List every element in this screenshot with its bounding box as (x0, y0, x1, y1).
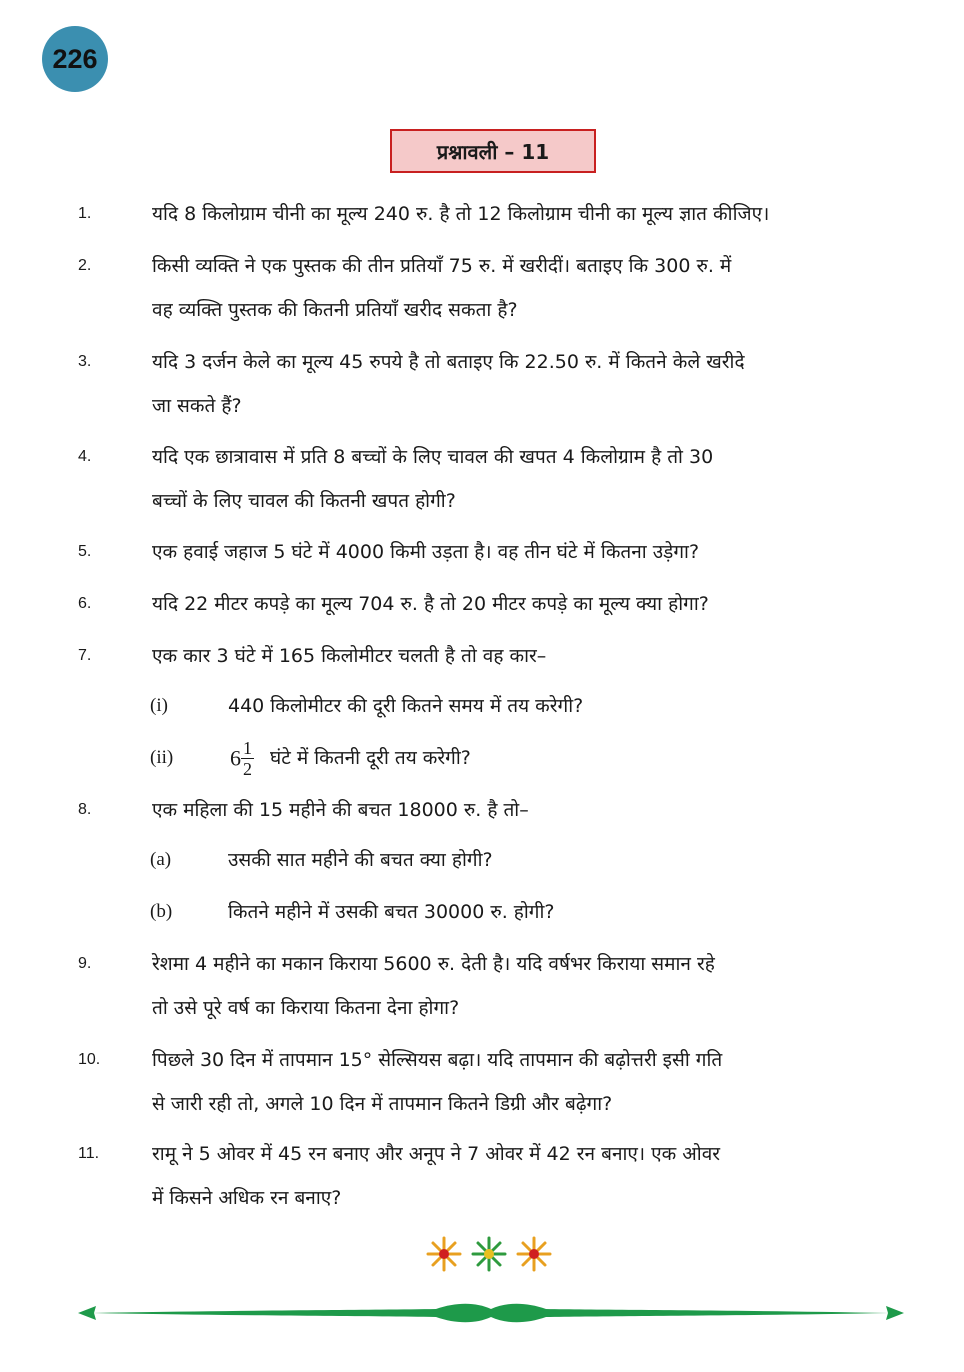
question-line: तो उसे पूरे वर्ष का किराया कितना देना होगा? (152, 997, 460, 1019)
question-line: यदि 3 दर्जन केले का मूल्य 45 रुपये है तो बताइए कि 22.50 रु. में कितने केले खरीदे (152, 351, 745, 373)
question-line: एक महिला की 15 महीने की बचत 18000 रु. है तो– (152, 799, 529, 821)
question-number: 9. (78, 955, 92, 972)
flower-ornament-icon (424, 1234, 554, 1274)
question-number: 6. (78, 595, 92, 612)
question-8 (78, 788, 918, 832)
subquestion-marker: (b) (150, 901, 173, 922)
question-2 (78, 244, 918, 332)
subquestion-7-i (150, 686, 910, 726)
subquestion-marker: (i) (150, 695, 168, 716)
question-1 (78, 192, 918, 236)
question-4 (78, 435, 918, 523)
question-number: 8. (78, 801, 92, 818)
subquestion-text: कितने महीने में उसकी बचत 30000 रु. होगी? (228, 901, 555, 923)
question-9 (78, 942, 918, 1030)
question-6 (78, 582, 918, 626)
question-number: 1. (78, 205, 92, 222)
subquestion-7-ii (150, 738, 910, 779)
question-number: 11. (78, 1145, 100, 1162)
question-line: बच्चों के लिए चावल की कितनी खपत होगी? (152, 490, 456, 512)
subquestion-8-b (150, 892, 910, 932)
question-line: पिछले 30 दिन में तापमान 15° सेल्सियस बढ़ा। यदि तापमान की बढ़ोत्तरी इसी गति (152, 1049, 723, 1071)
orange-star-icon (428, 1238, 460, 1270)
question-7 (78, 634, 918, 678)
question-11 (78, 1132, 918, 1220)
question-line: वह व्यक्ति पुस्तक की कितनी प्रतियाँ खरीद सकता है? (152, 299, 518, 321)
page-number-badge: 226 (42, 26, 108, 92)
fraction-numerator: 1 (243, 738, 252, 758)
green-divider-line (76, 1298, 906, 1328)
question-number: 4. (78, 448, 92, 465)
question-line: यदि एक छात्रावास में प्रति 8 बच्चों के लिए चावल की खपत 4 किलोग्राम है तो 30 (152, 446, 714, 468)
subquestion-text: 440 किलोमीटर की दूरी कितने समय में तय करेगी? (228, 695, 584, 717)
question-number: 7. (78, 647, 92, 664)
question-line: किसी व्यक्ति ने एक पुस्तक की तीन प्रतियाँ 75 रु. में खरीदीं। बताइए कि 300 रु. में (152, 255, 732, 277)
question-number: 5. (78, 543, 92, 560)
question-number: 2. (78, 257, 92, 274)
subquestion-text: उसकी सात महीने की बचत क्या होगी? (228, 849, 493, 871)
question-line: में किसने अधिक रन बनाए? (152, 1187, 342, 1209)
fraction-denominator: 2 (243, 759, 252, 779)
subquestion-marker: (a) (150, 849, 172, 870)
question-10 (78, 1038, 918, 1126)
question-3 (78, 340, 918, 428)
question-line: यदि 22 मीटर कपड़े का मूल्य 704 रु. है तो 20 मीटर कपड़े का मूल्य क्या होगा? (152, 593, 709, 615)
question-5 (78, 530, 918, 574)
subquestion-marker: (ii) (150, 747, 174, 768)
subquestion-text: घंटे में कितनी दूरी तय करेगी? (270, 747, 471, 769)
question-line: जा सकते हैं? (152, 395, 242, 417)
orange-star-icon (518, 1238, 550, 1270)
question-line: एक हवाई जहाज 5 घंटे में 4000 किमी उड़ता है। वह तीन घंटे में कितना उड़ेगा? (152, 541, 700, 563)
green-star-icon (473, 1238, 505, 1270)
question-line: एक कार 3 घंटे में 165 किलोमीटर चलती है तो वह कार– (152, 645, 547, 667)
question-line: रेशमा 4 महीने का मकान किराया 5600 रु. देती है। यदि वर्षभर किराया समान रहे (152, 953, 715, 975)
subquestion-8-a (150, 840, 910, 880)
mixed-fraction-whole: 6 (230, 745, 241, 771)
fraction (241, 738, 254, 779)
question-number: 10. (78, 1051, 101, 1068)
question-number: 3. (78, 353, 92, 370)
exercise-title: प्रश्नावली – 11 (390, 129, 596, 173)
question-line: यदि 8 किलोग्राम चीनी का मूल्य 240 रु. है तो 12 किलोग्राम चीनी का मूल्य ज्ञात कीजिए। (152, 203, 770, 225)
question-line: से जारी रही तो, अगले 10 दिन में तापमान कितने डिग्री और बढ़ेगा? (152, 1093, 613, 1115)
question-line: रामू ने 5 ओवर में 45 रन बनाए और अनूप ने 7 ओवर में 42 रन बनाए। एक ओवर (152, 1143, 721, 1165)
